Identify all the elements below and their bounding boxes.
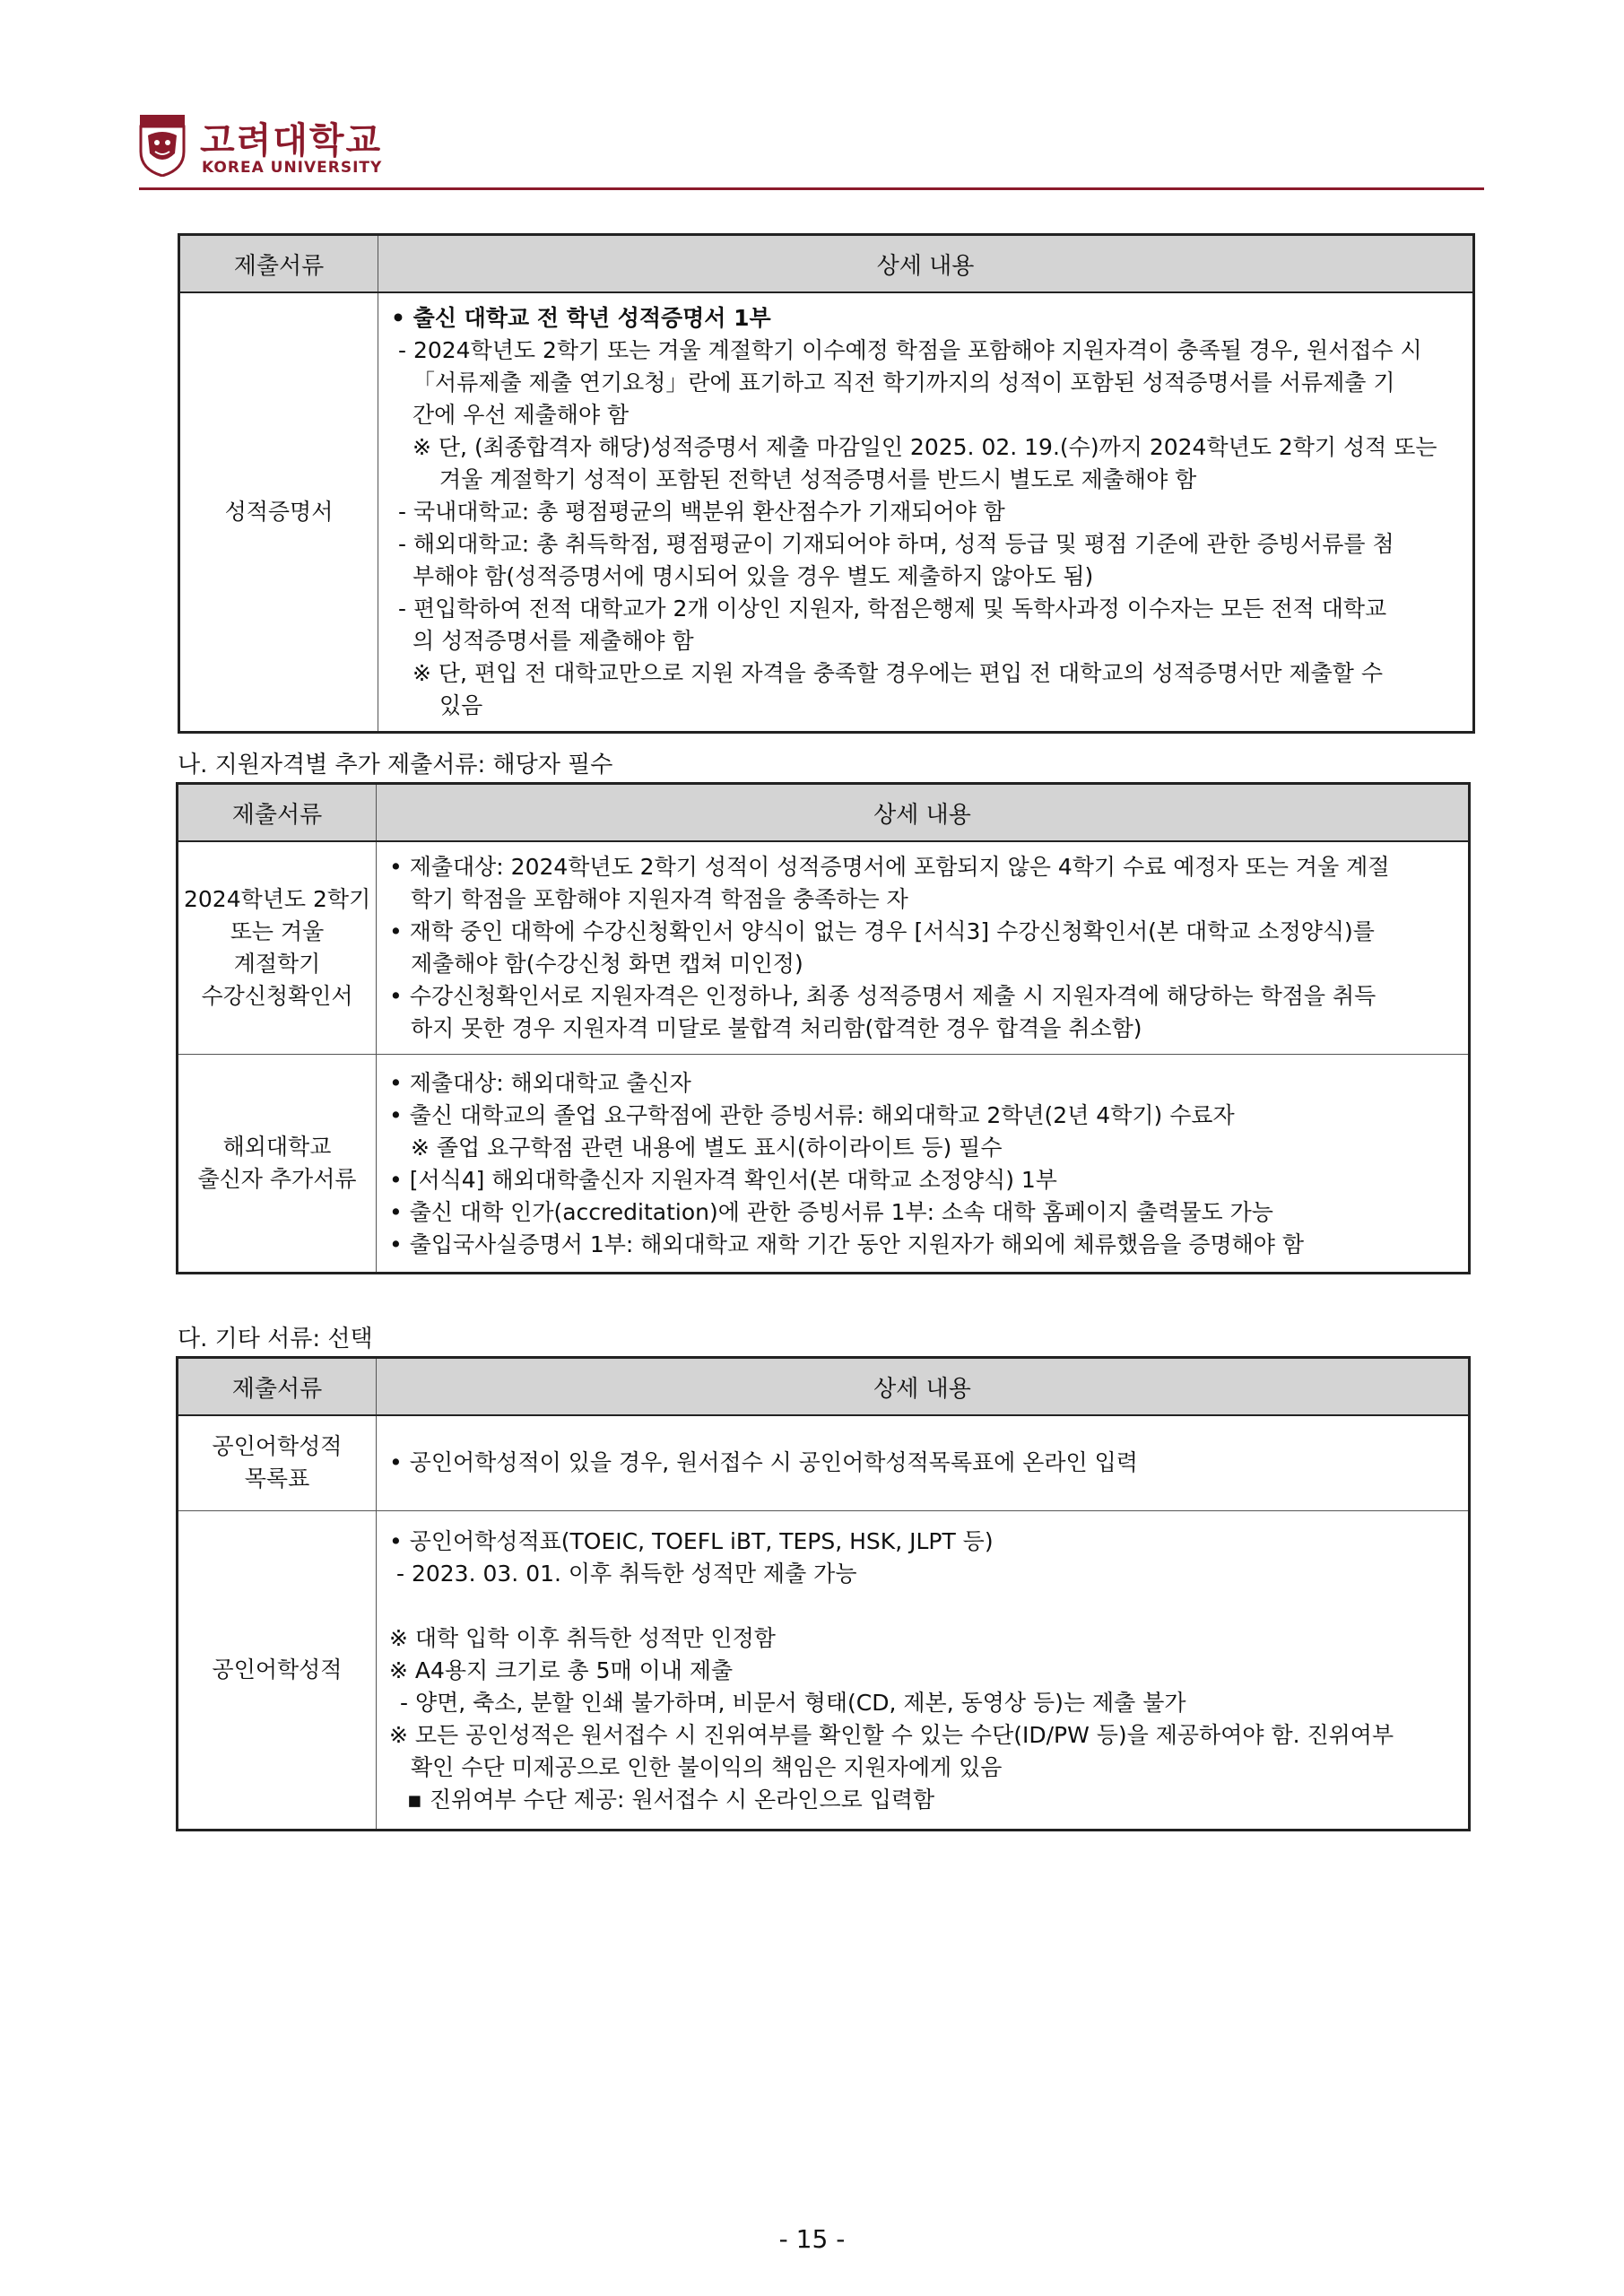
- row-label: 해외대학교 출신자 추가서류: [178, 1055, 377, 1274]
- page-number: - 15 -: [778, 2224, 846, 2254]
- row-label: 공인어학성적 목록표: [178, 1415, 377, 1510]
- additional-documents-table: [176, 782, 1471, 1274]
- table-header-documents: 제출서류: [179, 235, 378, 293]
- header-divider: [139, 187, 1484, 190]
- table-row: [179, 292, 1474, 733]
- row-content: • 공인어학성적표(TOEIC, TOEFL iBT, TEPS, HSK, JLPT 등) - 2023. 03. 01. 이후 취득한 성적만 제출 가능 ※ 대학 입학 이후 취득한 성적만 인정함 ※ A4용지 크기로 총 5매 이내 제출 - 양면, 축소, 분할 인쇄 불가하며, 비문서 형태(CD, 제본, 동영상 등)는 제출 불가 ※ 모든 공인성적은 원서접수 시 진위여부를 확인할 수 있는 수단(ID/PW 등)을 제공하여야 함. 진위여부 확인 수단 미제공으로 인한 불이익의 책임은 지원자에게 있음 ▪ 진위여부 수단 제공: 원서접수 시 온라인으로 입력함: [377, 1510, 1470, 1830]
- table-row: [178, 841, 1470, 1055]
- table-row: [178, 1055, 1470, 1274]
- page-header: [139, 112, 1484, 193]
- table-header-details: 상세 내용: [378, 235, 1474, 293]
- table-header-details: 상세 내용: [377, 1358, 1470, 1416]
- transcript-table: [178, 233, 1475, 734]
- row-content: • 제출대상: 2024학년도 2학기 성적이 성적증명서에 포함되지 않은 4학기 수료 예정자 또는 겨울 계절 학기 학점을 포함해야 지원자격 학점을 충족하는 자 • 재학 중인 대학에 수강신청확인서 양식이 없는 경우 [서식3] 수강신청확인서(본 대학교 소정양식)를 제출해야 함(수강신청 화면 캡쳐 미인정) • 수강신청확인서로 지원자격은 인정하나, 최종 성적증명서 제출 시 지원자격에 해당하는 학점을 취득 하지 못한 경우 지원자격 미달로 불합격 처리함(합격한 경우 합격을 취소함): [377, 841, 1470, 1055]
- table-row: [178, 1510, 1470, 1830]
- section-title-additional-documents: 나. 지원자격별 추가 제출서류: 해당자 필수: [178, 752, 613, 778]
- table-row: [178, 1415, 1470, 1510]
- table-header-documents: 제출서류: [178, 1358, 377, 1416]
- section-title-other-documents: 다. 기타 서류: 선택: [178, 1326, 373, 1352]
- logo-korean-text: 고려대학교: [200, 120, 383, 161]
- row-label: 2024학년도 2학기 또는 겨울 계절학기 수강신청확인서: [178, 841, 377, 1055]
- logo-english-text: KOREA UNIVERSITY: [202, 159, 383, 177]
- table-header-details: 상세 내용: [377, 784, 1470, 842]
- other-documents-table: [176, 1356, 1471, 1831]
- row-content: • 출신 대학교 전 학년 성적증명서 1부 - 2024학년도 2학기 또는 겨울 계절학기 이수예정 학점을 포함해야 지원자격이 충족될 경우, 원서접수 시 「서류제출 제출 연기요청」란에 표기하고 직전 학기까지의 성적이 포함된 성적증명서를 서류제출 기 간에 우선 제출해야 함 ※ 단, (최종합격자 해당)성적증명서 제출 마감일인 2025. 02. 19.(수)까지 2024학년도 2학기 성적 또는 겨울 계절학기 성적이 포함된 전학년 성적증명서를 반드시 별도로 제출해야 함 - 국내대학교: 총 평점평균의 백분위 환산점수가 기재되어야 함 - 해외대학교: 총 취득학점, 평점평균이 기재되어야 하며, 성적 등급 및 평점 기준에 관한 증빙서류를 첨 부해야 함(성적증명서에 명시되어 있을 경우 별도 제출하지 않아도 됨) - 편입학하여 전적 대학교가 2개 이상인 지원자, 학점은행제 및 독학사과정 이수자는 모든 전적 대학교 의 성적증명서를 제출해야 함 ※ 단, 편입 전 대학교만으로 지원 자격을 충족할 경우에는 편입 전 대학교의 성적증명서만 제출할 수 있음: [378, 292, 1474, 733]
- row-label: 공인어학성적: [178, 1510, 377, 1830]
- row-content: • 제출대상: 해외대학교 출신자 • 출신 대학교의 졸업 요구학점에 관한 증빙서류: 해외대학교 2학년(2년 4학기) 수료자 ※ 졸업 요구학점 관련 내용에 별도 표시(하이라이트 등) 필수 • [서식4] 해외대학출신자 지원자격 확인서(본 대학교 소정양식) 1부 • 출신 대학 인가(accreditation)에 관한 증빙서류 1부: 소속 대학 홈페이지 출력물도 가능 • 출입국사실증명서 1부: 해외대학교 재학 기간 동안 지원자가 해외에 체류했음을 증명해야 함: [377, 1055, 1470, 1274]
- row-content: • 공인어학성적이 있을 경우, 원서접수 시 공인어학성적목록표에 온라인 입력: [377, 1415, 1470, 1510]
- row-label: 성적증명서: [179, 292, 378, 733]
- university-emblem-icon: [139, 114, 186, 177]
- table-header-documents: 제출서류: [178, 784, 377, 842]
